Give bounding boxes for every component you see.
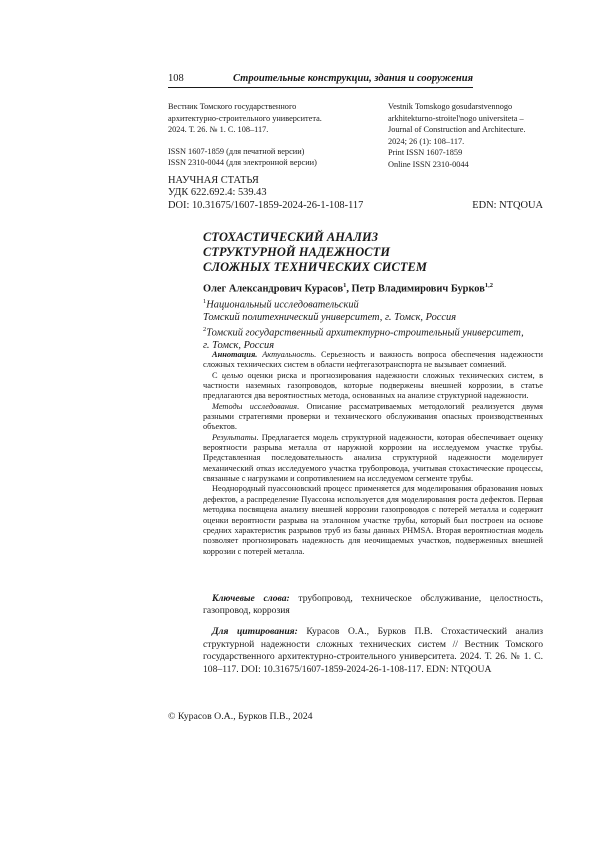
doi-row: [168, 200, 543, 212]
doi-link[interactable]: DOI: 10.31675/1607-1859-2024-26-1-108-117: [168, 199, 364, 211]
journal-meta-russian: [168, 101, 378, 169]
header-rule: [168, 87, 473, 88]
affiliation-1-line: $^1$Национальный исследовательский: [203, 298, 359, 311]
abstract-paragraph: С целью оценки риска и прогнозирования надежности сложных технических систем, в частности наземных газопроводов, которые подвержены внешней коррозии, в статье предлагаются два вероятностных метода, основанных на анализе структурной надежности.: [203, 370, 544, 401]
citation: [203, 626, 543, 676]
affiliations: [203, 296, 543, 352]
author-affiliation-mark: 1: [343, 282, 347, 289]
abstract-paragraph: Методы исследования. Описание рассматриваемых методологий реализуется двумя разными стратегиями проверки и технического обслуживания опасных производственных объектов.: [203, 401, 543, 432]
copyright: © Курасов О.А., Бурков П.В., 2024: [168, 711, 313, 722]
keywords: [203, 593, 543, 617]
abstract-paragraph: Результаты. Предлагается модель структурной надежности, которая обеспечивает оценку вероятности разрыва металла от наружной коррозии на исследуемом участке трубы. Представленная последовательность анализа структурной надежности моделирует механический отказ исследуемого участка трубопровода, учитывая стохастические процессы, связанные с нагрузками и сопротивлением на исследуемом сегменте трубы.: [203, 432, 543, 484]
issn-print: ISSN 1607-1859 (для печатной версии): [168, 146, 305, 156]
running-header: [168, 73, 473, 87]
issn-online: ISSN 2310-0044 (для электронной версии): [168, 158, 317, 168]
meta-line: 2024. Т. 26. № 1. С. 108–117.: [168, 125, 269, 135]
citation-label: Для цитирования:: [212, 626, 298, 637]
affiliation-1-line: Томский политехнический университет, г. Томск, Россия: [203, 311, 457, 323]
issn-online: Online ISSN 2310-0044: [388, 159, 469, 169]
meta-line: 2024; 26 (1): 108–117.: [388, 136, 465, 146]
article-title: СТОХАСТИЧЕСКИЙ АНАЛИЗ СТРУКТУРНОЙ НАДЕЖНОСТИ СЛОЖНЫХ ТЕХНИЧЕСКИХ СИСТЕМ: [203, 230, 427, 274]
affiliation-2-line: г. Томск, Россия: [203, 339, 275, 351]
author-name: Олег Александрович Курасов: [203, 283, 344, 295]
citation-text: Курасов О.А., Бурков П.В. Стохастический анализ структурной надежности сложных технических систем // Вестник Томского государственного архитектурно-строительного университета. 2024. Т. 26. № 1. С. 108–117. DOI: 10.31675/1607-1859-2024-26-1-108-117. EDN: NTQOUA: [203, 626, 543, 675]
udk: УДК 622.692.4: 539.43: [168, 187, 267, 199]
meta-line: Vestnik Tomskogo gosudarstvennogo: [388, 102, 513, 111]
abstract: [203, 350, 543, 557]
page-number: 108: [168, 73, 184, 84]
article-type: НАУЧНАЯ СТАТЬЯ: [168, 175, 259, 186]
keywords-text: трубопровод, техническое обслуживание, целостность, газопровод, коррозия: [203, 593, 543, 616]
keywords-label: Ключевые слова:: [212, 593, 290, 604]
meta-line: архитектурно-строительного университета.: [168, 113, 322, 123]
meta-line: arkhitekturno-stroitel'nogo universiteta –: [388, 113, 524, 123]
issn-print: Print ISSN 1607-1859: [388, 148, 463, 158]
abstract-label: Аннотация.: [212, 350, 258, 359]
affiliation-2-line: $^2$Томский государственный архитектурно-строительный университет,: [203, 325, 524, 339]
author-affiliation-mark: 1,2: [484, 282, 493, 289]
article-info: [168, 175, 543, 212]
meta-line: Journal of Construction and Architecture.: [388, 125, 526, 135]
authors: Олег Александрович Курасов$^1$, Петр Владимирович Бурков$^{1,2}$: [203, 282, 493, 295]
abstract-paragraph: Аннотация. Актуальность. Серьезность и важность вопроса обеспечения надежности сложных технических систем в области нефтегазотранспорта не вызывает сомнений.: [203, 350, 543, 370]
author-name: Петр Владимирович Бурков: [351, 283, 485, 295]
meta-line: Вестник Томского государственного: [168, 102, 297, 111]
journal-meta-english: [388, 101, 578, 171]
abstract-paragraph: Неоднородный пуассоновский процесс применяется для моделирования образования новых дефектов, а распределение Пуассона используется для моделирования роста дефектов. Первая методика посвящена анализу внешней коррозии газопроводов с потерей металла и содержит оценки вероятности разрыва на эталонном участке трубы, который был построен на основе средних характеристик разрывов труб из базы данных PHMSA. Вторая вероятностная модель позволяет прогнозировать надежность для неочищаемых участков, подверженных внешней коррозии с потерей металла.: [203, 484, 543, 556]
journal-section-title: Строительные конструкции, здания и сооружения: [233, 73, 473, 84]
edn: EDN: NTQOUA: [472, 199, 543, 211]
